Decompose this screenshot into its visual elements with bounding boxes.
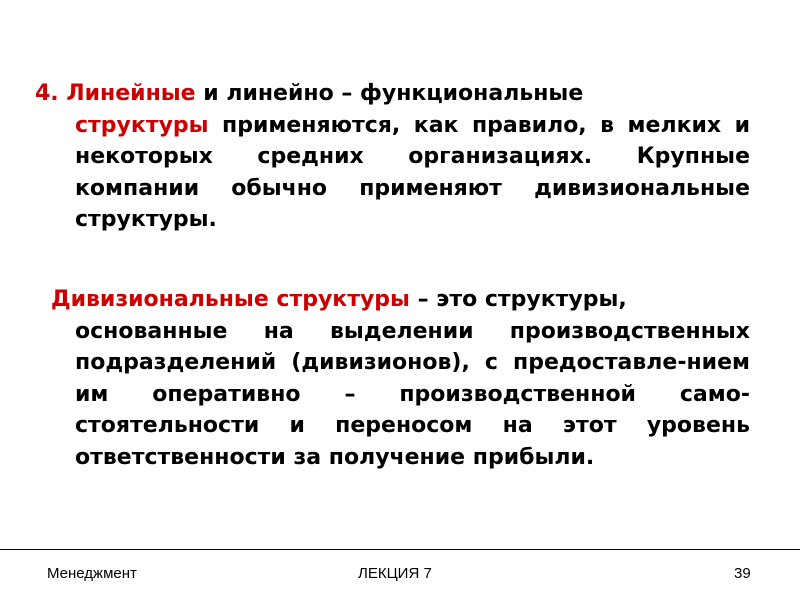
paragraph-2-text: основанные на выделении производственных подразделений (дивизионов), с предоставле-нием им оперативно – производственной само-стоятельности и переносом на этот уровень ответственности за получение прибыли. bbox=[75, 318, 750, 470]
paragraph-1-text: применяются, как правило, в мелких и некоторых средних организациях. Крупные компании обычно применяют дивизиональные структуры. bbox=[75, 112, 750, 232]
paragraph-divisional-structures bbox=[51, 284, 750, 473]
footer-course-name: Менеджмент bbox=[47, 565, 137, 582]
paragraph-2-lead-line bbox=[51, 284, 627, 316]
paragraph-linear-structures bbox=[35, 78, 750, 236]
paragraph-1-lead-line bbox=[35, 78, 583, 110]
item-number: 4. bbox=[35, 81, 59, 106]
footer-divider bbox=[0, 549, 800, 550]
highlight-term-divisional: Дивизиональные структуры bbox=[51, 287, 410, 312]
paragraph-1-first-line-text: и линейно – функциональные bbox=[195, 81, 584, 106]
footer-page-number: 39 bbox=[734, 565, 751, 582]
highlight-term-structures: структуры bbox=[75, 112, 209, 138]
footer-lecture-label: ЛЕКЦИЯ 7 bbox=[358, 565, 432, 582]
lead-term: Линейные bbox=[66, 81, 196, 106]
paragraph-2-first-line-text: – это структуры, bbox=[409, 287, 627, 312]
